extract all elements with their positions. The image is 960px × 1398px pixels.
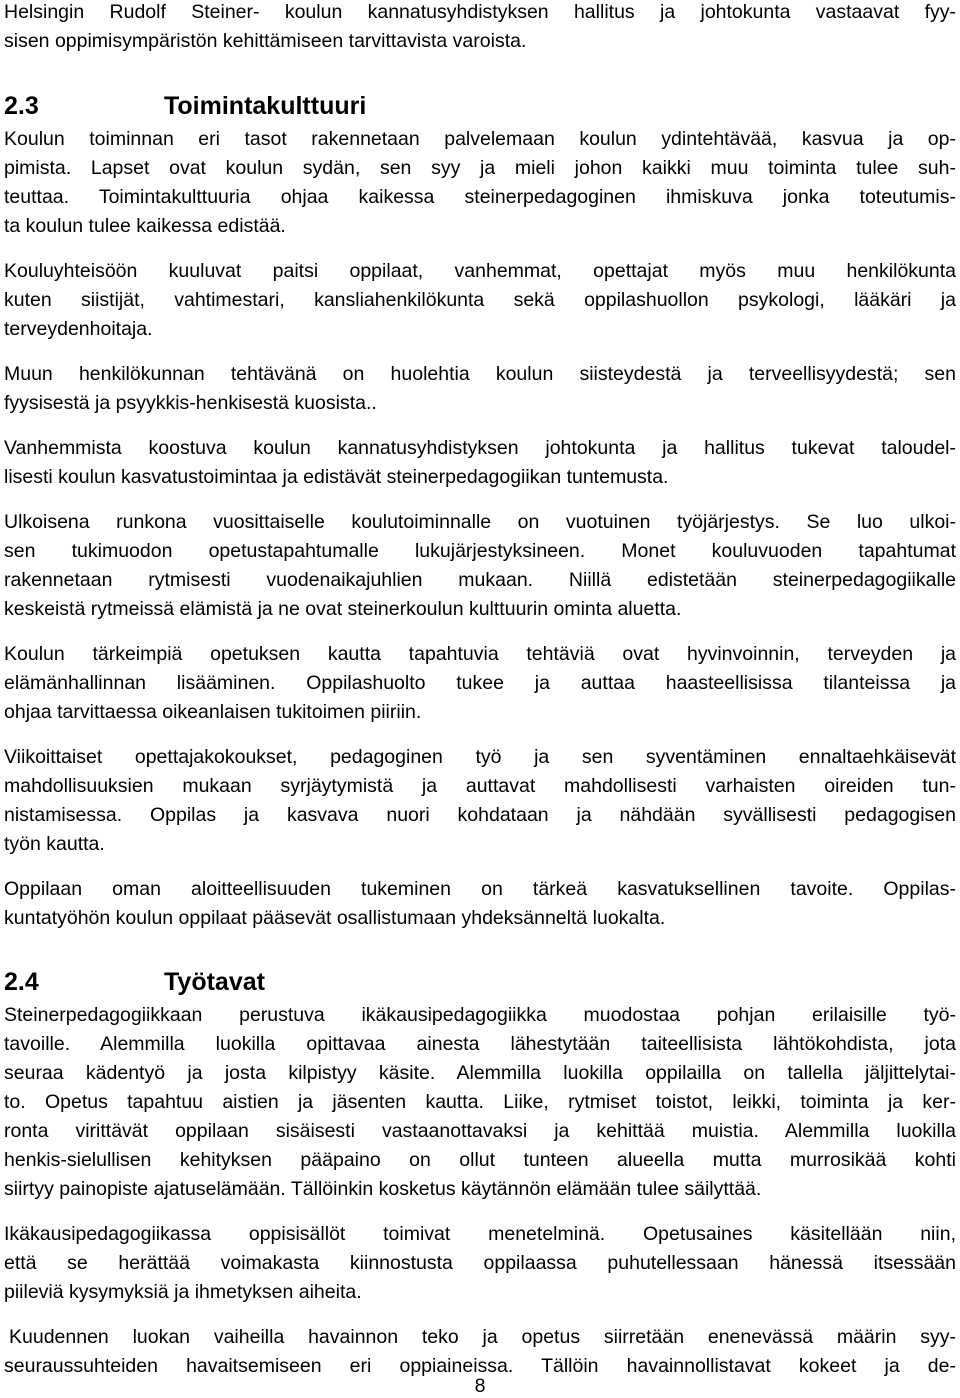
text-line: Koulun toiminnan eri tasot rakennetaan palvelemaan koulun ydintehtävää, kasvua ja op- — [4, 128, 956, 150]
text-line: Vanhemmista koostuva koulun kannatusyhdistyksen johtokunta ja hallitus tukevat taloudel- — [4, 437, 956, 459]
section-number: 2.4 — [4, 968, 39, 996]
text-line: Ikäkausipedagogiikassa oppisisällöt toimivat menetelminä. Opetusaines käsitellään niin, — [4, 1223, 956, 1245]
text-line: työn kautta. — [4, 833, 105, 855]
text-line: sisen oppimisympäristön kehittämiseen tarvittavista varoista. — [4, 30, 527, 52]
text-line: teuttaa. Toimintakulttuuria ohjaa kaikessa steinerpedagoginen ihmiskuva jonka toteutumis- — [4, 186, 956, 208]
text-line: ta koulun tulee kaikessa edistää. — [4, 215, 286, 237]
text-line: Kuudennen luokan vaiheilla havainnon teko ja opetus siirretään enenevässä määrin syy- — [9, 1326, 956, 1348]
text-line: fyysisestä ja psyykkis-henkisestä kuosista.. — [4, 392, 377, 414]
section-heading — [4, 967, 265, 997]
text-line: kuten siistijät, vahtimestari, kansliahenkilökunta sekä oppilashuollon psykologi, lääkäri ja — [4, 289, 956, 311]
section-title: Työtavat — [164, 968, 265, 996]
section-number: 2.3 — [4, 92, 39, 120]
text-line: elämänhallinnan lisääminen. Oppilashuolto tukee ja auttaa haasteellisissa tilanteissa ja — [4, 672, 956, 694]
text-line: Ulkoisena runkona vuosittaiselle koulutoiminnalle on vuotuinen työjärjestys. Se luo ulkoi- — [4, 511, 956, 533]
text-line: tavoille. Alemmilla luokilla opittavaa ainesta lähestytään taiteellisista lähtökohdista, jota — [4, 1033, 956, 1055]
section-title: Toimintakulttuuri — [164, 92, 367, 120]
text-line: siirtyy painopiste ajatuselämään. Tällöinkin kosketus käytännön elämään tulee säilyttää. — [4, 1178, 762, 1200]
text-line: terveydenhoitaja. — [4, 318, 153, 340]
page-number: 8 — [474, 1375, 486, 1397]
text-line: Helsingin Rudolf Steiner- koulun kannatusyhdistyksen hallitus ja johtokunta vastaavat fyy- — [4, 1, 956, 23]
text-line: Kouluyhteisöön kuuluvat paitsi oppilaat, vanhemmat, opettajat myös muu henkilökunta — [4, 260, 956, 282]
text-line: pimista. Lapset ovat koulun sydän, sen syy ja mieli johon kaikki muu toiminta tulee suh- — [4, 157, 956, 179]
text-line: että se herättää voimakasta kiinnostusta oppilaassa puhutellessaan hänessä itsessään — [4, 1252, 956, 1274]
text-line: rakennetaan rytmisesti vuodenaikajuhlien mukaan. Niillä edistetään steinerpedagogiikalle — [4, 569, 956, 591]
text-line: Steinerpedagogiikkaan perustuva ikäkausipedagogiikka muodostaa pohjan erilaisille työ- — [4, 1004, 956, 1026]
text-line: to. Opetus tapahtuu aistien ja jäsenten kautta. Liike, rytmiset toistot, leikki, toiminta ja ker- — [4, 1091, 956, 1113]
text-line: mahdollisuuksien mukaan syrjäytymistä ja auttavat mahdollisesti varhaisten oireiden tun- — [4, 775, 956, 797]
text-line: seuraussuhteiden havaitsemiseen eri oppiaineissa. Tällöin havainnollistavat kokeet ja de- — [4, 1355, 956, 1377]
section-heading — [4, 91, 366, 121]
text-line: lisesti koulun kasvatustoimintaa ja edistävät steinerpedagogiikan tuntemusta. — [4, 466, 669, 488]
text-line: seuraa kädentyö ja josta kilpistyy käsite. Alemmilla luokilla oppilailla on tallella jäljittelytai- — [4, 1062, 956, 1084]
text-line: nistamisessa. Oppilas ja kasvava nuori kohdataan ja nähdään syvällisesti pedagogisen — [4, 804, 956, 826]
text-line: kuntatyöhön koulun oppilaat pääsevät osallistumaan yhdeksänneltä luokalta. — [4, 907, 666, 929]
text-line: sen tukimuodon opetustapahtumalle lukujärjestyksineen. Monet kouluvuoden tapahtumat — [4, 540, 956, 562]
text-line: keskeistä rytmeissä elämistä ja ne ovat steinerkoulun kulttuurin ominta aluetta. — [4, 598, 682, 620]
text-line: Viikoittaiset opettajakokoukset, pedagoginen työ ja sen syventäminen ennaltaehkäisevät — [4, 746, 956, 768]
text-line: piileviä kysymyksiä ja ihmetyksen aiheita. — [4, 1281, 362, 1303]
text-line: Oppilaan oman aloitteellisuuden tukeminen on tärkeä kasvatuksellinen tavoite. Oppilas- — [4, 878, 956, 900]
text-line: ohjaa tarvittaessa oikeanlaisen tukitoimen piiriin. — [4, 701, 422, 723]
text-line: Koulun tärkeimpiä opetuksen kautta tapahtuvia tehtäviä ovat hyvinvoinnin, terveyden ja — [4, 643, 956, 665]
text-line: ronta virittävät oppilaan sisäisesti vastaanottavaksi ja kehittää muistia. Alemmilla luokilla — [4, 1120, 956, 1142]
text-line: henkis-sielullisen kehityksen pääpaino on ollut tunteen alueella mutta murrosikää kohti — [4, 1149, 956, 1171]
text-line: Muun henkilökunnan tehtävänä on huolehtia koulun siisteydestä ja terveellisyydestä; sen — [4, 363, 956, 385]
